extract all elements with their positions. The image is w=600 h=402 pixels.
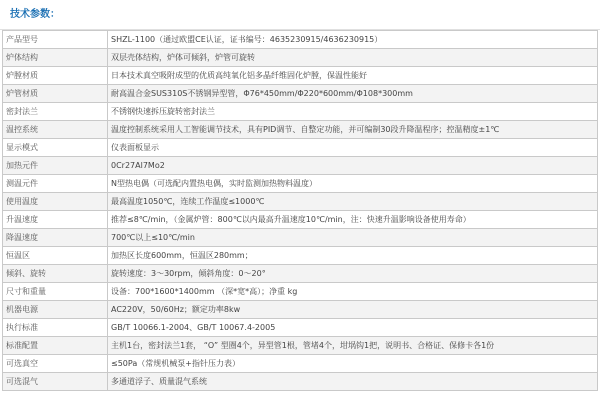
table-row: [3, 67, 598, 85]
table-row: [3, 175, 598, 193]
spec-table: [2, 30, 598, 391]
row-label: 炉体结构: [3, 49, 108, 67]
row-value: GB/T 10066.1-2004、GB/T 10067.4-2005: [108, 319, 598, 337]
row-label: 升温速度: [3, 211, 108, 229]
row-label: 显示模式: [3, 139, 108, 157]
row-value: AC220V，50/60Hz；额定功率8kw: [108, 301, 598, 319]
table-row: [3, 283, 598, 301]
row-label: 测温元件: [3, 175, 108, 193]
table-row: [3, 85, 598, 103]
row-value: N型热电偶（可选配内置热电偶，实时监测加热物料温度）: [108, 175, 598, 193]
row-value: 推荐≤8℃/min，（金属炉管：800℃以内最高升温速度10℃/min，注：快速升温影响设备使用寿命）: [108, 211, 598, 229]
table-row: [3, 319, 598, 337]
row-value: 旋转速度：3～30rpm，倾斜角度：0～20°: [108, 265, 598, 283]
row-label: 可选混气: [3, 373, 108, 391]
row-label: 恒温区: [3, 247, 108, 265]
table-row: [3, 373, 598, 391]
row-value: 仪表面板显示: [108, 139, 598, 157]
table-row: [3, 157, 598, 175]
row-value: 温度控制系统采用人工智能调节技术，具有PID调节、自整定功能，并可编制30段升降温程序；控温精度±1℃: [108, 121, 598, 139]
row-value: SHZL-1100（通过欧盟CE认证，证书编号：4635230915/4636230915）: [108, 31, 598, 49]
row-value: 700℃以上≤10℃/min: [108, 229, 598, 247]
row-value: 不锈钢快速拆压旋转密封法兰: [108, 103, 598, 121]
table-row: [3, 229, 598, 247]
table-row: [3, 247, 598, 265]
section-title: 技术参数：: [10, 9, 60, 20]
row-value: 加热区长度600mm，恒温区280mm；: [108, 247, 598, 265]
row-value: 设备：700*1600*1400mm （深*宽*高）；净重 kg: [108, 283, 598, 301]
row-label: 加热元件: [3, 157, 108, 175]
row-label: 温控系统: [3, 121, 108, 139]
row-label: 倾斜、旋转: [3, 265, 108, 283]
table-row: [3, 211, 598, 229]
row-label: 密封法兰: [3, 103, 108, 121]
row-value: 日本技术真空吸附成型的优质高纯氧化铝多晶纤维固化炉膛，保温性能好: [108, 67, 598, 85]
row-label: 可选真空: [3, 355, 108, 373]
table-row: [3, 103, 598, 121]
row-label: 使用温度: [3, 193, 108, 211]
row-label: 执行标准: [3, 319, 108, 337]
table-row: [3, 31, 598, 49]
row-label: 机器电源: [3, 301, 108, 319]
row-value: 多通道浮子、质量混气系统: [108, 373, 598, 391]
row-value: 最高温度1050℃，连续工作温度≤1000℃: [108, 193, 598, 211]
row-label: 降温速度: [3, 229, 108, 247]
row-label: 产品型号: [3, 31, 108, 49]
table-row: [3, 139, 598, 157]
table-row: [3, 301, 598, 319]
row-value: 主机1台，密封法兰1套， “O” 型圈4个，异型管1根，管堵4个，坩埚钩1把，说明书、合格证、保修卡各1份: [108, 337, 598, 355]
row-label: 标准配置: [3, 337, 108, 355]
table-row: [3, 121, 598, 139]
row-value: 双层壳体结构，炉体可倾斜，炉管可旋转: [108, 49, 598, 67]
table-row: [3, 355, 598, 373]
row-label: 炉膛材质: [3, 67, 108, 85]
row-value: 耐高温合金SUS310S不锈钢异型管，Φ76*450mm/Φ220*600mm/Φ108*300mm: [108, 85, 598, 103]
table-row: [3, 193, 598, 211]
table-row: [3, 337, 598, 355]
row-label: 炉管材质: [3, 85, 108, 103]
row-value: ≤50Pa（常规机械泵+指针压力表）: [108, 355, 598, 373]
row-value: 0Cr27Al7Mo2: [108, 157, 598, 175]
table-row: [3, 265, 598, 283]
row-label: 尺寸和重量: [3, 283, 108, 301]
table-row: [3, 49, 598, 67]
spec-table-body: [3, 31, 598, 391]
